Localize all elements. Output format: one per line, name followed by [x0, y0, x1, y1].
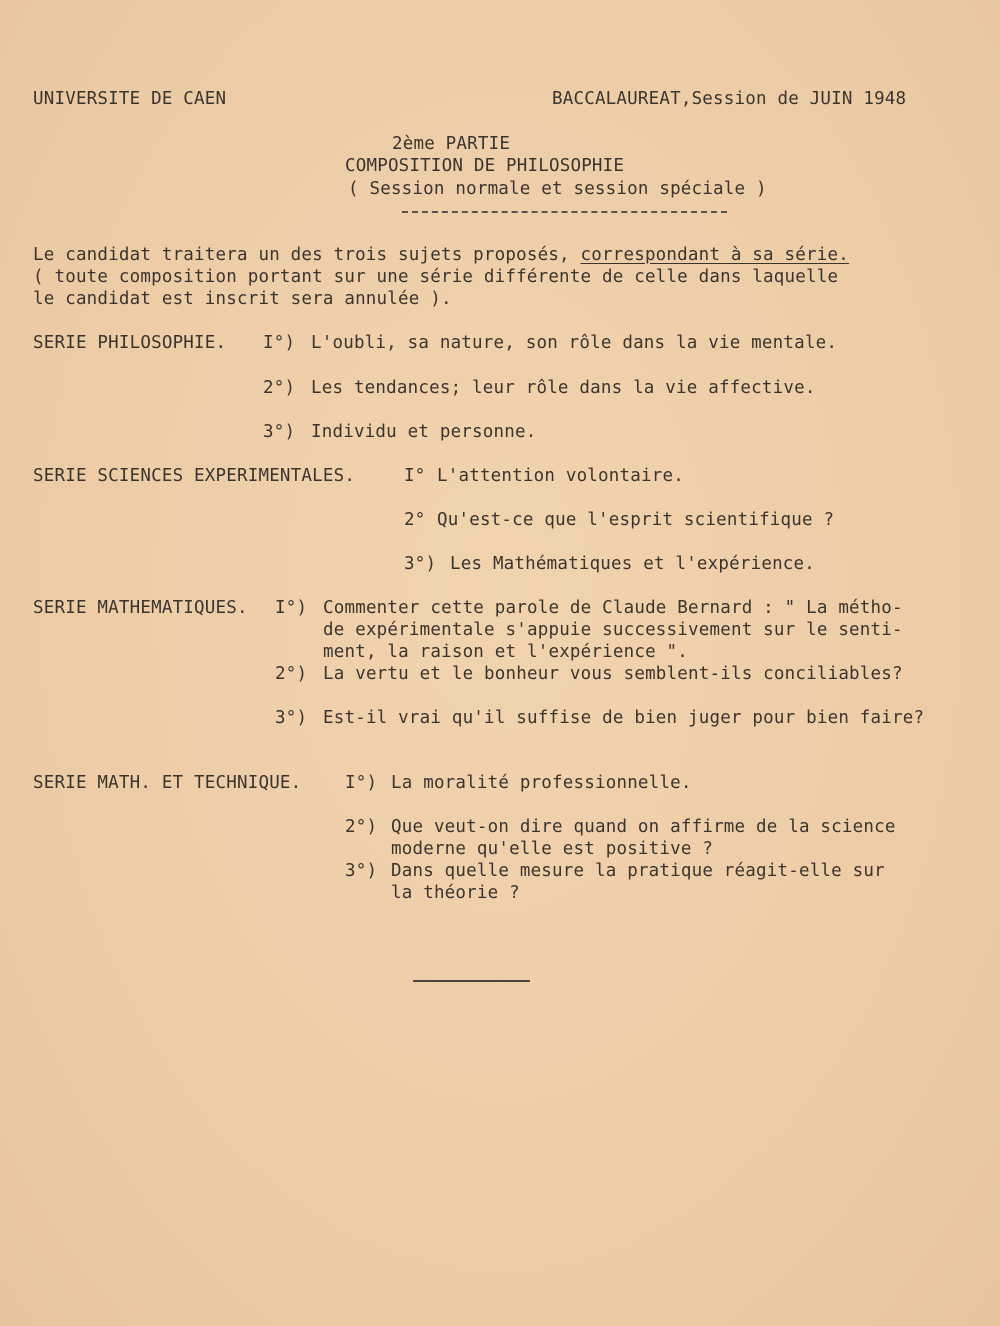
university-name: UNIVERSITE DE CAEN	[33, 89, 227, 109]
closing-divider	[413, 980, 530, 982]
subject-text: L'oubli, sa nature, son rôle dans la vie mentale.	[311, 333, 838, 353]
exam-subject: COMPOSITION DE PHILOSOPHIE	[345, 156, 625, 176]
item-number: 2°	[404, 510, 426, 530]
subject-text: de expérimentale s'appuie successivement sur le senti-	[323, 620, 903, 640]
subject-text: Individu et personne.	[311, 422, 537, 442]
subject-text: La vertu et le bonheur vous semblent-ils conciliables?	[323, 664, 903, 684]
series-label-mathematiques: SERIE MATHEMATIQUES.	[33, 598, 248, 618]
item-number: 3°)	[275, 708, 308, 728]
series-label-sciences: SERIE SCIENCES EXPERIMENTALES.	[33, 466, 356, 486]
subject-text: Les tendances; leur rôle dans la vie affective.	[311, 378, 816, 398]
subject-text: Les Mathématiques et l'expérience.	[450, 554, 816, 574]
subject-text: L'attention volontaire.	[437, 466, 684, 486]
subject-text: Que veut-on dire quand on affirme de la science	[391, 817, 896, 837]
subject-text: Est-il vrai qu'il suffise de bien juger pour bien faire?	[323, 708, 925, 728]
subject-text: La moralité professionnelle.	[391, 773, 692, 793]
subject-text: la théorie ?	[391, 883, 520, 903]
item-number: 3°)	[345, 861, 378, 881]
subject-text: moderne qu'elle est positive ?	[391, 839, 714, 859]
instructions-line-3: le candidat est inscrit sera annulée ).	[33, 289, 452, 309]
series-label-philosophie: SERIE PHILOSOPHIE.	[33, 333, 227, 353]
item-number: 3°)	[263, 422, 296, 442]
subject-text: ment, la raison et l'expérience ".	[323, 642, 689, 662]
instructions-line-2: ( toute composition portant sur une série différente de celle dans laquelle	[33, 267, 839, 287]
exam-part: 2ème PARTIE	[392, 134, 511, 154]
item-number: I°)	[345, 773, 378, 793]
item-number: I°)	[275, 598, 308, 618]
instructions-underlined: correspondant à sa série.	[580, 245, 849, 265]
subject-text: Dans quelle mesure la pratique réagit-elle sur	[391, 861, 885, 881]
instructions-line-1	[33, 244, 849, 266]
title-divider	[402, 211, 727, 213]
subject-text: Commenter cette parole de Claude Bernard : " La métho-	[323, 598, 903, 618]
item-number: 2°)	[345, 817, 378, 837]
instructions-text: Le candidat traitera un des trois sujets proposés,	[33, 245, 581, 265]
exam-session-type: ( Session normale et session spéciale )	[348, 179, 767, 199]
item-number: I°)	[263, 333, 296, 353]
item-number: 2°)	[263, 378, 296, 398]
subject-text: Qu'est-ce que l'esprit scientifique ?	[437, 510, 835, 530]
series-label-technique: SERIE MATH. ET TECHNIQUE.	[33, 773, 302, 793]
item-number: I°	[404, 466, 426, 486]
item-number: 3°)	[404, 554, 437, 574]
exam-session: BACCALAUREAT,Session de JUIN 1948	[552, 89, 907, 109]
item-number: 2°)	[275, 664, 308, 684]
